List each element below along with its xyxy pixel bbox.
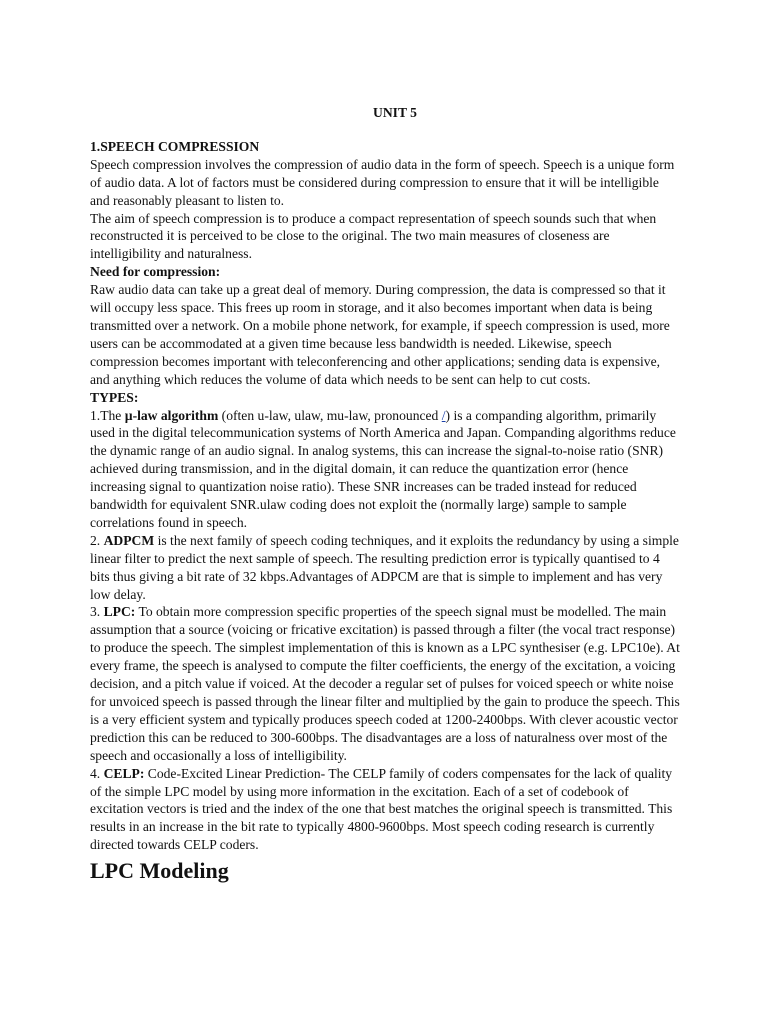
section-heading: 1.SPEECH COMPRESSION	[90, 138, 260, 154]
intro-paragraph-2: The aim of speech compression is to produce a compact representation of speech sounds such that when reconstructed it is perceived to be close to the original. The two main measures of closeness are intelligibility and naturalness.	[90, 210, 657, 262]
need-paragraph: Raw audio data can take up a great deal of memory. During compression, the data is compressed so that it will occupy less space. This frees up room in storage, and it also becomes important when data is being transmitted over a network. On a mobile phone network, for example, if speech compression is used, more users can be accommodated at a given time because less bandwidth is needed. Likewise, speech compression becomes important with teleconferencing and other applications; sending data is expensive, and anything which reduces the volume of data which needs to be sent can help to cut costs.	[90, 282, 670, 387]
unit-title: UNIT 5	[373, 105, 417, 120]
type-ulaw-text-a: (often u-law, ulaw, mu-law, pronounced	[218, 407, 442, 423]
type-adpcm-term: ADPCM	[103, 532, 155, 548]
type-lpc-paragraph	[90, 603, 680, 764]
need-heading: Need for compression:	[90, 264, 221, 280]
lpc-modeling-heading: LPC Modeling	[90, 858, 229, 884]
type-celp-text: Code-Excited Linear Prediction- The CELP family of coders compensates for the lack of quality of the simple LPC model by using more information in the excitation. Each of a set of codebook of excitation vectors is tried and the index of the one that best matches the original speech is transmitted. This results in an increase in the bit rate to typically 4800-9600bps. Most speech coding research is currently directed towards CELP coders.	[90, 765, 673, 853]
type-ulaw-term: µ-law algorithm	[124, 407, 219, 423]
type-lpc-text: To obtain more compression specific properties of the speech signal must be modelled. The main assumption that a source (voicing or fricative excitation) is passed through a filter (the vocal tract response) to produce the speech. The simplest implementation of this is known as a LPC synthesiser (e.g. LPC10e). At every frame, the speech is analysed to compute the filter coefficients, the energy of the excitation, a voicing decision, and a pitch value if voiced. At the decoder a regular set of pulses for voiced speech or white noise for unvoiced speech is passed through the linear filter and multiplied by the gain to produce the speech. This is a very efficient system and typically produces speech coded at 1200-2400bps. With clever acoustic vector prediction this can be reduced to 300-600bps. The disadvantages are a loss of naturalness over most of the speech and occasionally a loss of intelligibility.	[90, 604, 680, 763]
ipa-link[interactable]: /	[441, 407, 446, 423]
type-ulaw-prefix: 1.The	[90, 407, 125, 423]
intro-paragraph-1: Speech compression involves the compression of audio data in the form of speech. Speech is a unique form of audio data. A lot of factors must be considered during compression to ensure that it will be intelligible and reasonably pleasant to listen to.	[90, 156, 675, 208]
type-adpcm-paragraph	[90, 532, 680, 604]
type-celp-prefix: 4.	[90, 765, 104, 781]
types-heading: TYPES:	[90, 389, 139, 405]
document-page	[90, 104, 680, 884]
type-celp-term: CELP:	[103, 765, 145, 781]
type-ulaw-text-b: ) is a companding algorithm, primarily used in the digital telecommunication systems of North America and Japan. Companding algorithms reduce the dynamic range of an audio signal. In analog systems, this can increase the signal-to-noise ratio (SNR) achieved during transmission, and in the digital domain, it can reduce the quantization error (hence increasing signal to quantization noise ratio). These SNR increases can be traded instead for reduced bandwidth for equivalent SNR.ulaw coding does not exploit the (normally large) sample to sample correlations found in speech.	[90, 407, 676, 530]
type-lpc-term: LPC:	[103, 604, 136, 620]
type-adpcm-prefix: 2.	[90, 532, 104, 548]
type-celp-paragraph	[90, 765, 680, 855]
type-adpcm-text: is the next family of speech coding techniques, and it exploits the redundancy by using a simple linear filter to predict the next sample of speech. The resulting prediction error is typically quantised to 4 bits thus giving a bit rate of 32 kbps.Advantages of ADPCM are that is simple to implement and has very low delay.	[90, 532, 679, 602]
type-ulaw-paragraph	[90, 407, 680, 532]
type-lpc-prefix: 3.	[90, 604, 104, 620]
